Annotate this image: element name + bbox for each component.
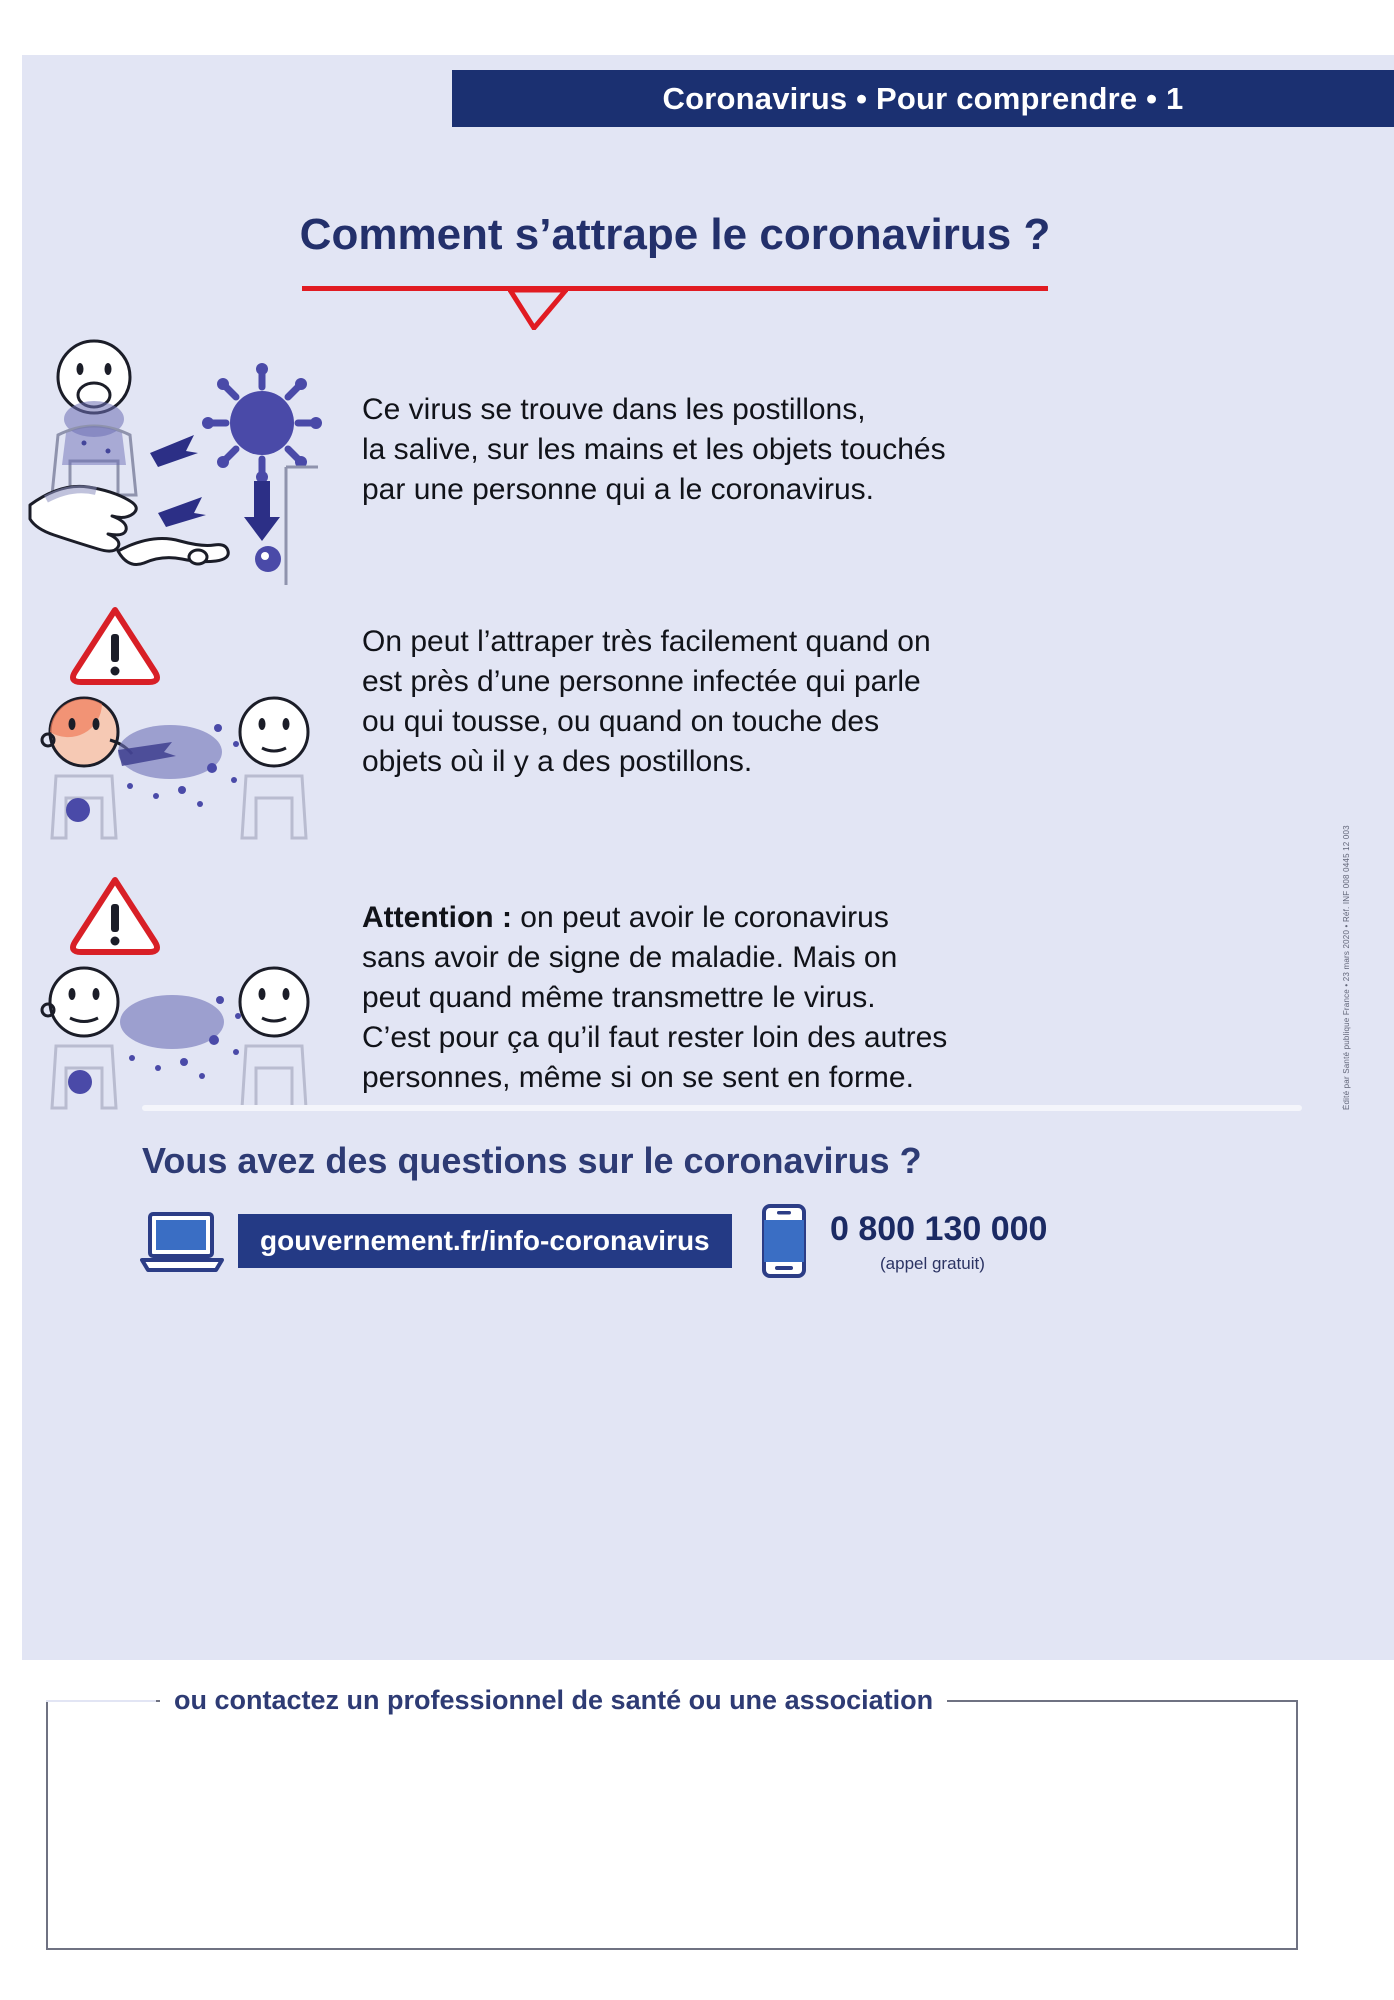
section-2-line-3: ou qui tousse, ou quand on touche des: [362, 705, 880, 738]
note-frame-right-rule: [1218, 1700, 1298, 1702]
publisher-credit: Édité par Santé publique France • 23 mars 2020 • Réf. INF 008 0445 12 003: [1342, 825, 1351, 1110]
info-phone-note: (appel gratuit): [880, 1254, 985, 1273]
section-asymptomatic-warning: [22, 870, 1394, 1160]
warning-triangle-two-people-illustration: [22, 870, 332, 1110]
info-url-label: gouvernement.fr/info-coronavirus: [260, 1225, 710, 1256]
note-frame-left-gap: [46, 1700, 156, 1702]
warning-triangle-icon: [73, 880, 157, 952]
section-easy-contagion: [22, 600, 1394, 855]
title-block: [280, 210, 1070, 340]
section-1-line-1: Ce virus se trouve dans les postillons,: [362, 393, 866, 426]
section-3-line-2: sans avoir de signe de maladie. Mais on: [362, 941, 898, 974]
section-2-line-2: est près d’une personne infectée qui parle: [362, 665, 921, 698]
title-underline-rule: [302, 286, 1048, 291]
warning-triangle-icon: [73, 610, 157, 682]
section-2-text: [362, 622, 1052, 782]
header-banner-label: Coronavirus • Pour comprendre • 1: [662, 80, 1184, 116]
section-3-lead: Attention :: [362, 901, 512, 934]
info-phone-number: 0 800 130 000: [830, 1210, 1048, 1248]
section-2-line-1: On peut l’attraper très facilement quand on: [362, 625, 931, 658]
section-2-line-4: objets où il y a des postillons.: [362, 745, 753, 778]
warning-triangle-two-people-illustration: [22, 600, 332, 840]
section-3-line-5: personnes, même si on se sent en forme.: [362, 1061, 914, 1094]
page-title: Comment s’attrape le coronavirus ?: [299, 210, 1051, 259]
section-1-text: [362, 390, 1042, 510]
footer-question-label: Vous avez des questions sur le coronavirus ?: [142, 1140, 922, 1181]
section-3-line-1: [362, 898, 1052, 938]
section-3-text: [362, 898, 1052, 1098]
footer-divider: [142, 1105, 1302, 1111]
association-note-label: ou contactez un professionnel de santé ou une association: [160, 1678, 947, 1722]
section-3-line-4: C’est pour ça qu’il faut rester loin des autres: [362, 1021, 948, 1054]
cough-hands-virus-illustration: [22, 335, 332, 585]
section-1-line-2: la salive, sur les mains et les objets touchés: [362, 433, 946, 466]
section-transmission-sources: [22, 335, 1394, 595]
virus-particle-icon: [202, 363, 322, 483]
speech-bubble-tail-icon: [508, 288, 568, 330]
poster-body: [22, 55, 1394, 1660]
section-3-line-3: peut quand même transmettre le virus.: [362, 981, 876, 1014]
header-banner: [452, 70, 1394, 127]
section-1-line-3: par une personne qui a le coronavirus.: [362, 473, 874, 506]
contact-row: [140, 1210, 1300, 1284]
mobile-phone-icon: [760, 1204, 808, 1278]
association-note-frame: [46, 1700, 1298, 1950]
section-3-line-1-rest: on peut avoir le coronavirus: [511, 901, 889, 934]
laptop-icon: [140, 1212, 224, 1274]
info-url-button[interactable]: [238, 1214, 732, 1268]
